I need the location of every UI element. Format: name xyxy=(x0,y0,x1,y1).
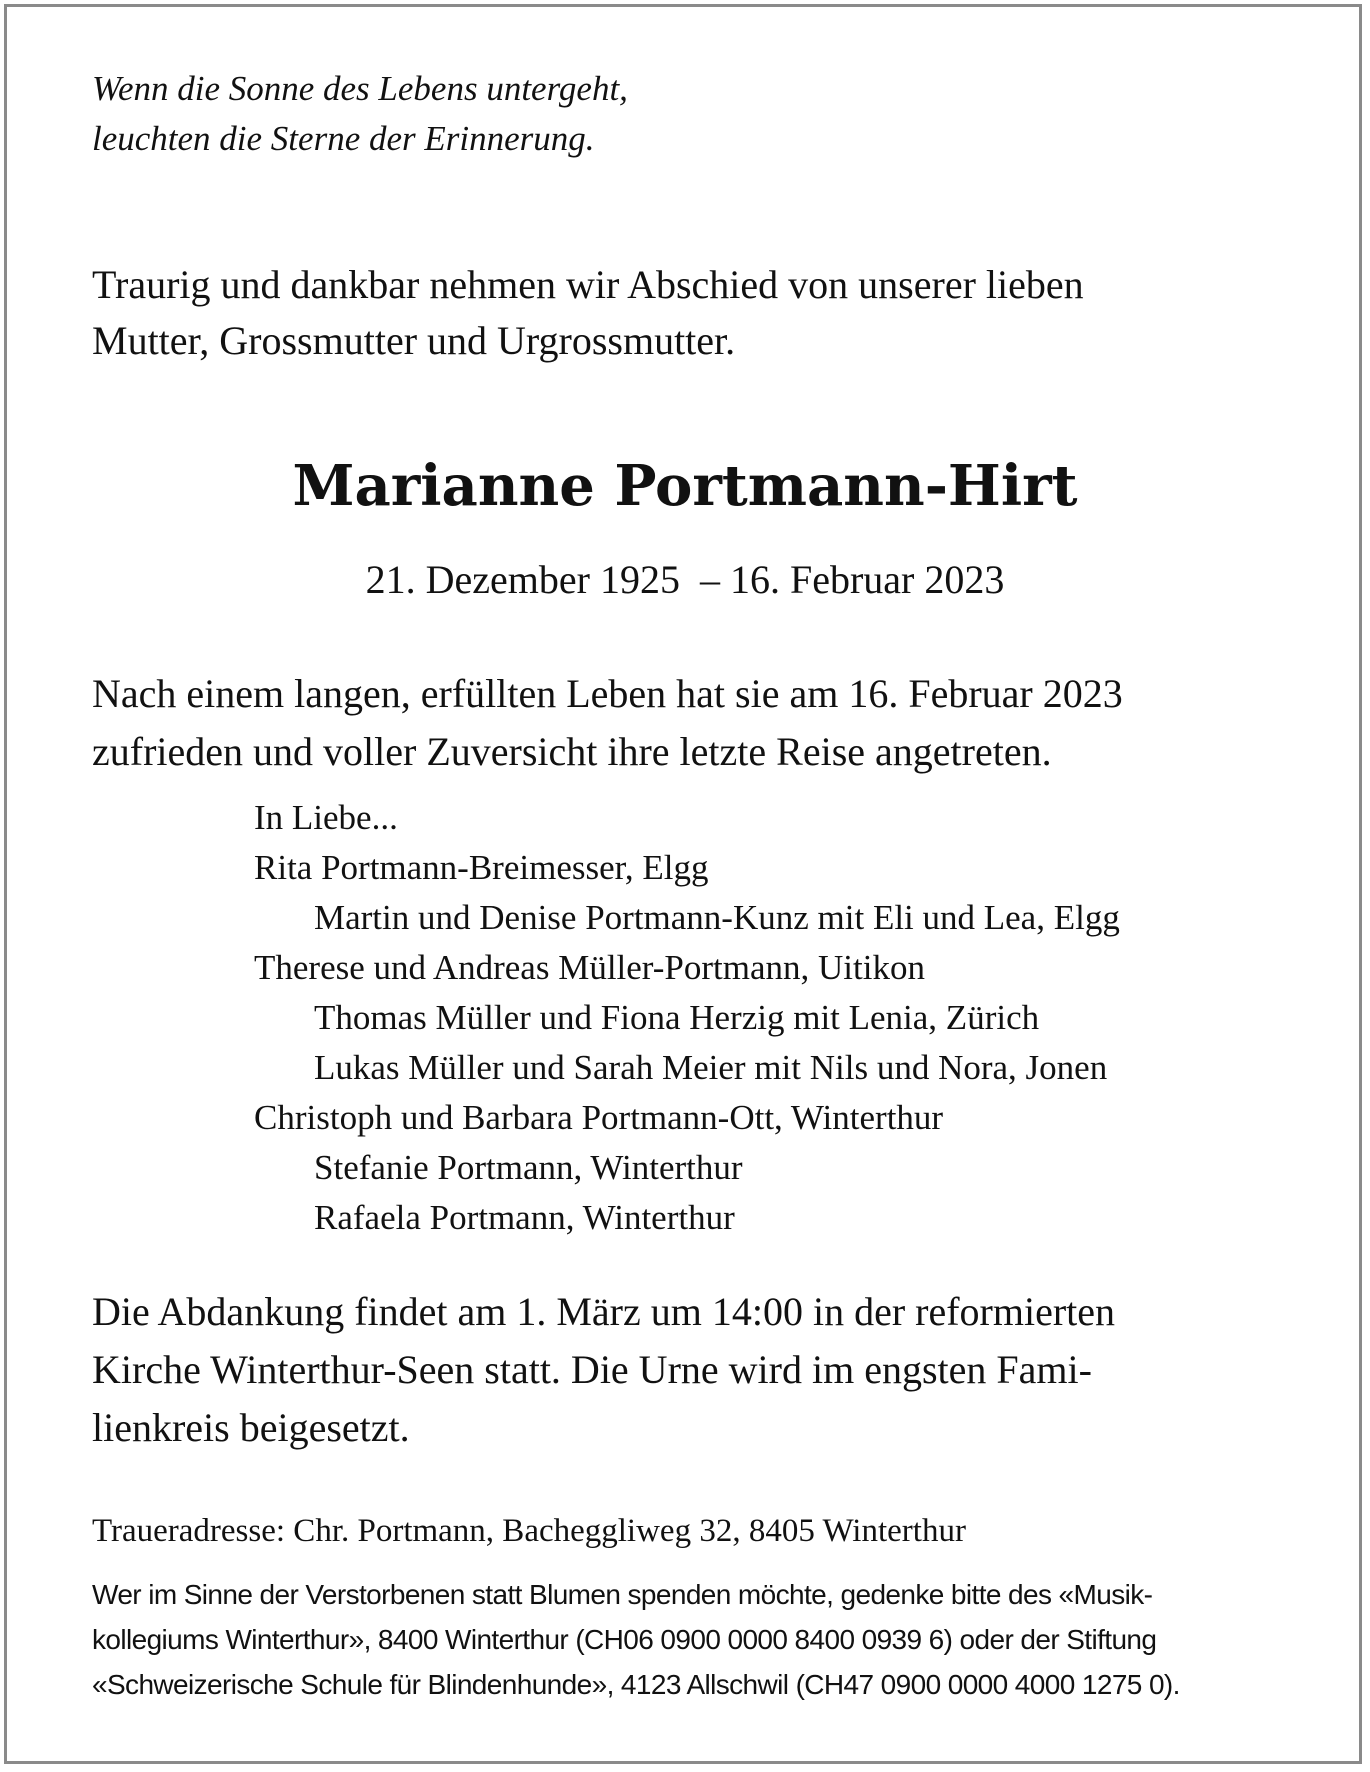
intro-text xyxy=(92,257,1084,369)
deceased-name: Marianne Portmann-Hirt xyxy=(292,453,1078,519)
family-member: Rita Portmann-Breimesser, Elgg xyxy=(254,848,709,887)
mourning-address: Traueradresse: Chr. Portmann, Bacheggliweg 32, 8405 Winterthur xyxy=(92,1513,966,1549)
family-greeting: In Liebe... xyxy=(254,798,398,837)
donation-line: «Schweizerische Schule für Blindenhunde», 4123 Allschwil (CH47 0900 0000 4000 1275 0). xyxy=(92,1669,1180,1700)
donation-note xyxy=(92,1572,1180,1707)
family-member-child: Rafaela Portmann, Winterthur xyxy=(314,1198,735,1237)
ceremony-line: lienkreis beigesetzt. xyxy=(92,1405,410,1450)
intro-line: Traurig und dankbar nehmen wir Abschied von unserer lieben xyxy=(92,262,1084,307)
intro-line: Mutter, Grossmutter und Urgrossmutter. xyxy=(92,318,736,363)
ceremony-line: Die Abdankung findet am 1. März um 14:00 in der reformierten xyxy=(92,1289,1116,1334)
message-line: zufrieden und voller Zuversicht ihre letzte Reise angetreten. xyxy=(92,729,1052,774)
donation-line: Wer im Sinne der Verstorbenen statt Blumen spenden möchte, gedenke bitte des «Musik- xyxy=(92,1579,1153,1610)
life-dates: 21. Dezember 1925 – 16. Februar 2023 xyxy=(365,557,1005,602)
family-list xyxy=(254,793,1120,1243)
family-member: Christoph und Barbara Portmann-Ott, Winterthur xyxy=(254,1098,944,1137)
message-text xyxy=(92,665,1123,781)
family-member-child: Martin und Denise Portmann-Kunz mit Eli und Lea, Elgg xyxy=(314,898,1120,937)
ceremony-text xyxy=(92,1283,1115,1457)
message-line: Nach einem langen, erfüllten Leben hat sie am 16. Februar 2023 xyxy=(92,671,1123,716)
motto-quote xyxy=(92,64,628,164)
motto-line: leuchten die Sterne der Erinnerung. xyxy=(92,119,595,158)
motto-line: Wenn die Sonne des Lebens untergeht, xyxy=(92,69,628,108)
family-member: Therese und Andreas Müller-Portmann, Uitikon xyxy=(254,948,925,987)
family-member-child: Thomas Müller und Fiona Herzig mit Lenia, Zürich xyxy=(314,998,1040,1037)
donation-line: kollegiums Winterthur», 8400 Winterthur (CH06 0900 0000 8400 0939 6) oder der Stiftung xyxy=(92,1624,1157,1655)
ceremony-line: Kirche Winterthur-Seen statt. Die Urne wird im engsten Fami- xyxy=(92,1347,1092,1392)
family-member-child: Stefanie Portmann, Winterthur xyxy=(314,1148,743,1187)
family-member-child: Lukas Müller und Sarah Meier mit Nils und Nora, Jonen xyxy=(314,1048,1108,1087)
